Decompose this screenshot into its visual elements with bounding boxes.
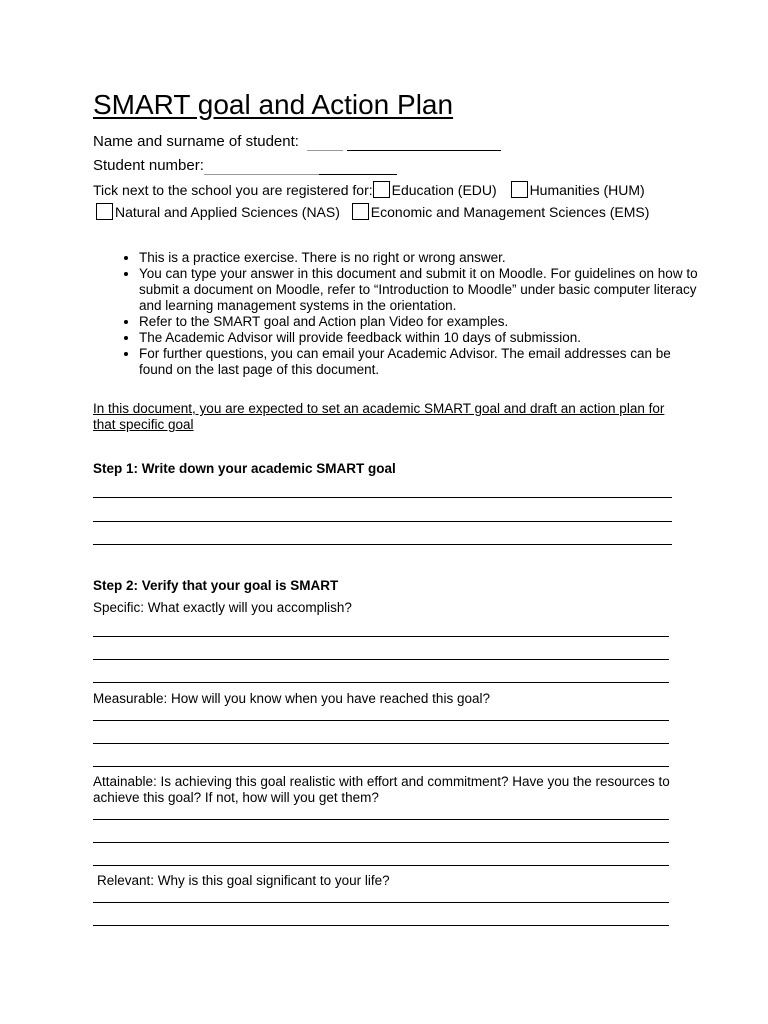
school-row-1 [93,181,645,199]
measurable-answer-line-1[interactable] [93,720,669,721]
list-item: • The Academic Advisor will provide feedback within 10 days of submission. [139,330,699,346]
list-item: • You can type your answer in this document and submit it on Moodle. For guidelines on how to submit a document on Moodle, refer to “Introduction to Moodle” under basic computer literacy and learning management systems in the orientation. [139,266,699,314]
specific-question: Specific: What exactly will you accomplish? [93,600,352,615]
specific-answer-line-3[interactable] [93,682,669,683]
measurable-answer-line-2[interactable] [93,743,669,744]
list-item: • For further questions, you can email your Academic Advisor. The email addresses can be found on the last page of this document. [139,346,699,378]
option-ems-label: Economic and Management Sciences (EMS) [370,204,650,220]
attainable-answer-line-3[interactable] [93,865,669,866]
school-row-2 [96,203,649,221]
list-item: • This is a practice exercise. There is no right or wrong answer. [139,250,699,266]
checkbox-hum[interactable] [511,181,528,198]
relevant-answer-line-1[interactable] [93,902,669,903]
checkbox-ems[interactable] [352,203,369,220]
list-item: • Refer to the SMART goal and Action plan Video for examples. [139,314,699,330]
name-field [93,133,501,151]
relevant-question: Relevant: Why is this goal significant to your life? [97,873,390,888]
specific-answer-line-2[interactable] [93,659,669,660]
attainable-question: Attainable: Is achieving this goal realistic with effort and commitment? Have you the resources to achieve this goal? If not, how will you get them? [93,774,670,805]
name-blank-start[interactable] [307,136,343,151]
student-number-label: Student number: [93,157,204,174]
option-edu-label: Education (EDU) [391,182,497,198]
name-input-line[interactable] [347,136,501,151]
goal-answer-line-3[interactable] [93,544,672,545]
attainable-answer-line-1[interactable] [93,819,669,820]
goal-answer-line-2[interactable] [93,521,672,522]
instructions-list [117,250,699,378]
measurable-question: Measurable: How will you know when you have reached this goal? [93,691,490,706]
checkbox-edu[interactable] [373,181,390,198]
attainable-answer-line-2[interactable] [93,842,669,843]
goal-answer-line-1[interactable] [93,497,672,498]
relevant-answer-line-2[interactable] [93,925,669,926]
name-label: Name and surname of student: [93,133,299,150]
checkbox-nas[interactable] [96,203,113,220]
specific-answer-line-1[interactable] [93,636,669,637]
option-hum-label: Humanities (HUM) [529,182,645,198]
measurable-answer-line-3[interactable] [93,766,669,767]
student-number-blank-start[interactable] [204,160,319,175]
document-title: SMART goal and Action Plan [93,89,454,120]
step-1-heading: Step 1: Write down your academic SMART goal [93,461,396,476]
step-2-heading: Step 2: Verify that your goal is SMART [93,578,339,593]
intro-text: In this document, you are expected to set an academic SMART goal and draft an action plan for that specific goal [93,401,665,432]
student-number-input-line[interactable] [319,160,397,175]
student-number-field [93,157,397,175]
school-prompt: Tick next to the school you are registered for: [93,182,373,198]
option-nas-label: Natural and Applied Sciences (NAS) [115,204,340,220]
